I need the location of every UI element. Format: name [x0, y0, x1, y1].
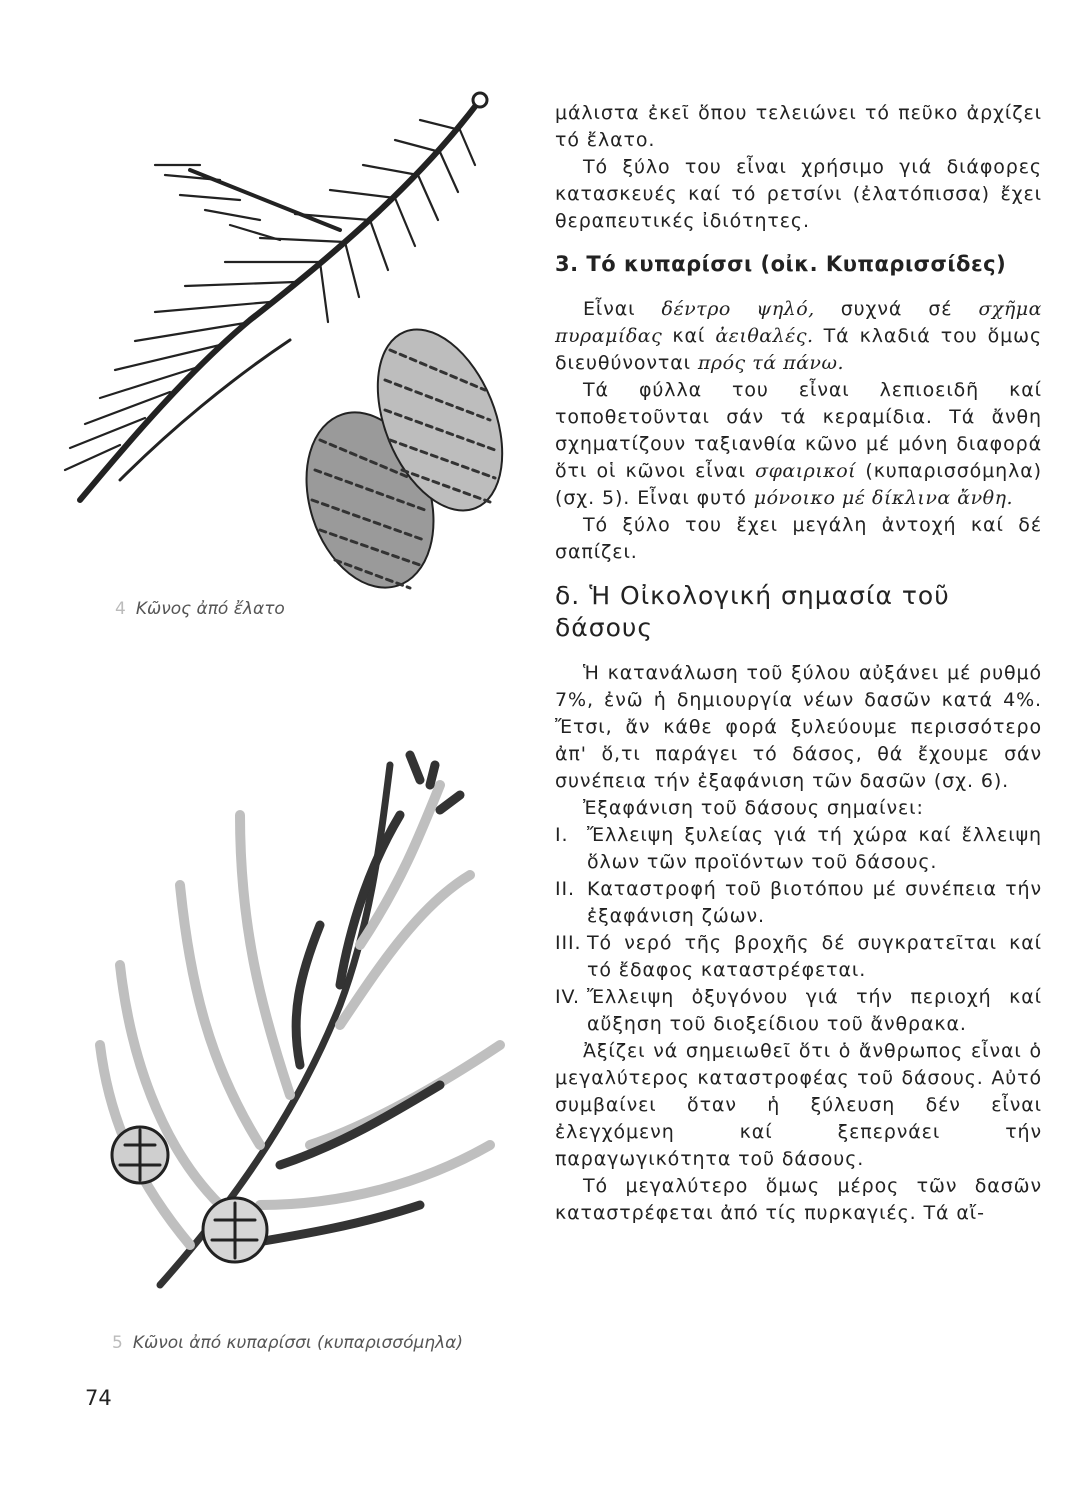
list-item: II. Καταστροφή τοῦ βιοτόπου μέ συνέπεια τήν ἐξαφάνιση ζώων. — [555, 878, 1042, 927]
paragraph-cypress-leaves: Τά φύλλα του εἶναι λεπιοειδῆ καί τοποθετοῦνται σάν τά κεραμίδια. Τά ἄνθη σχηματίζουν ταξιανθία κῶνο μέ μόνη διαφορά ὅτι οἱ κῶνοι εἶναι σφαιρικοί (κυπαρισσόμηλα) (σχ. 5). Εἶναι φυτό μόνοικο μέ δίκλινα ἄνθη. — [555, 379, 1042, 509]
page-number: 74 — [85, 1386, 112, 1410]
branch-tip — [473, 93, 487, 107]
paragraph-fires: Τό μεγαλύτερο ὅμως μέρος τῶν δασῶν καταστρέφεται ἀπό τίς πυρκαγιές. Τά αἴ- — [555, 1175, 1042, 1224]
section-heading-cypress: 3. Τό κυπαρίσσι (οἰκ. Κυπαρισσίδες) — [555, 252, 1007, 276]
paragraph-wood-consumption: Ἡ κατανάλωση τοῦ ξύλου αὐξάνει μέ ρυθμό 7%, ἐνῶ ἡ δημιουργία νέων δασῶν κατά 4%. Ἔτσι, ἄν κάθε φορά ξυλεύουμε περισσότερο ἀπ' ὅ,τι παράγει τό δάσος, θά ἔχουμε σάν συνέπεια τήν ἐξαφάνιση τῶν δασῶν (σχ. 6). — [555, 662, 1042, 792]
figure-5-caption — [112, 1333, 463, 1353]
cypress-branch-illustration — [40, 725, 540, 1325]
list-item: IV. Ἔλλειψη ὀξυγόνου γιά τήν περιοχή καί αὔξηση τοῦ διοξείδιου τοῦ ἄνθρακα. — [555, 986, 1042, 1035]
paragraph-cypress-description: Εἶναι δέντρο ψηλό, συχνά σέ σχῆμα πυραμίδας καί ἀειθαλές. Τά κλαδιά του ὅμως διευθύνονται πρός τά πάνω. — [555, 298, 1042, 374]
figure-5-number: 5 — [112, 1333, 123, 1353]
figure-4-caption — [115, 599, 285, 619]
fir-cone-illustration — [40, 80, 540, 600]
paragraph-disappearance-intro: Ἐξαφάνιση τοῦ δάσους σημαίνει: — [583, 797, 924, 819]
figure-4-number: 4 — [115, 599, 126, 619]
paragraph-cypress-wood: Τό ξύλο του ἔχει μεγάλη ἀντοχή καί δέ σαπίζει. — [555, 514, 1042, 563]
list-item: I. Ἔλλειψη ξυλείας γιά τή χώρα καί ἔλλειψη ὅλων τῶν προϊόντων τοῦ δάσους. — [555, 824, 1042, 873]
paragraph-fir-end: μάλιστα ἐκεῖ ὅπου τελειώνει τό πεῦκο ἀρχίζει τό ἔλατο. — [555, 102, 1042, 151]
paragraph-human-destroyer: Ἀξίζει νά σημειωθεῖ ὅτι ὁ ἄνθρωπος εἶναι ὁ μεγαλύτερος καταστροφέας τοῦ δάσους. Αὐτό συμβαίνει ὅταν ἡ ξύλευση δέν εἶναι ἐλεγχόμενη καί ξεπερνάει τήν παραγωγικότητα τοῦ δάσους. — [555, 1040, 1042, 1170]
figure-4-caption-text: Κῶνος ἀπό ἔλατο — [135, 599, 285, 619]
list-item: III. Τό νερό τῆς βροχῆς δέ συγκρατεῖται καί τό ἔδαφος καταστρέφεται. — [555, 932, 1042, 981]
text-column — [555, 100, 1042, 1227]
figure-5-caption-text: Κῶνοι ἀπό κυπαρίσσι (κυπαρισσόμηλα) — [132, 1333, 463, 1353]
section-heading-ecology: δ. Ἡ Οἰκολογική σημασία τοῦ δάσους — [555, 581, 950, 642]
paragraph-fir-wood: Τό ξύλο του εἶναι χρήσιμο γιά διάφορες κατασκευές καί τό ρετσίνι (ἐλατόπισσα) ἔχει θεραπευτικές ἰδιότητες. — [555, 156, 1042, 232]
